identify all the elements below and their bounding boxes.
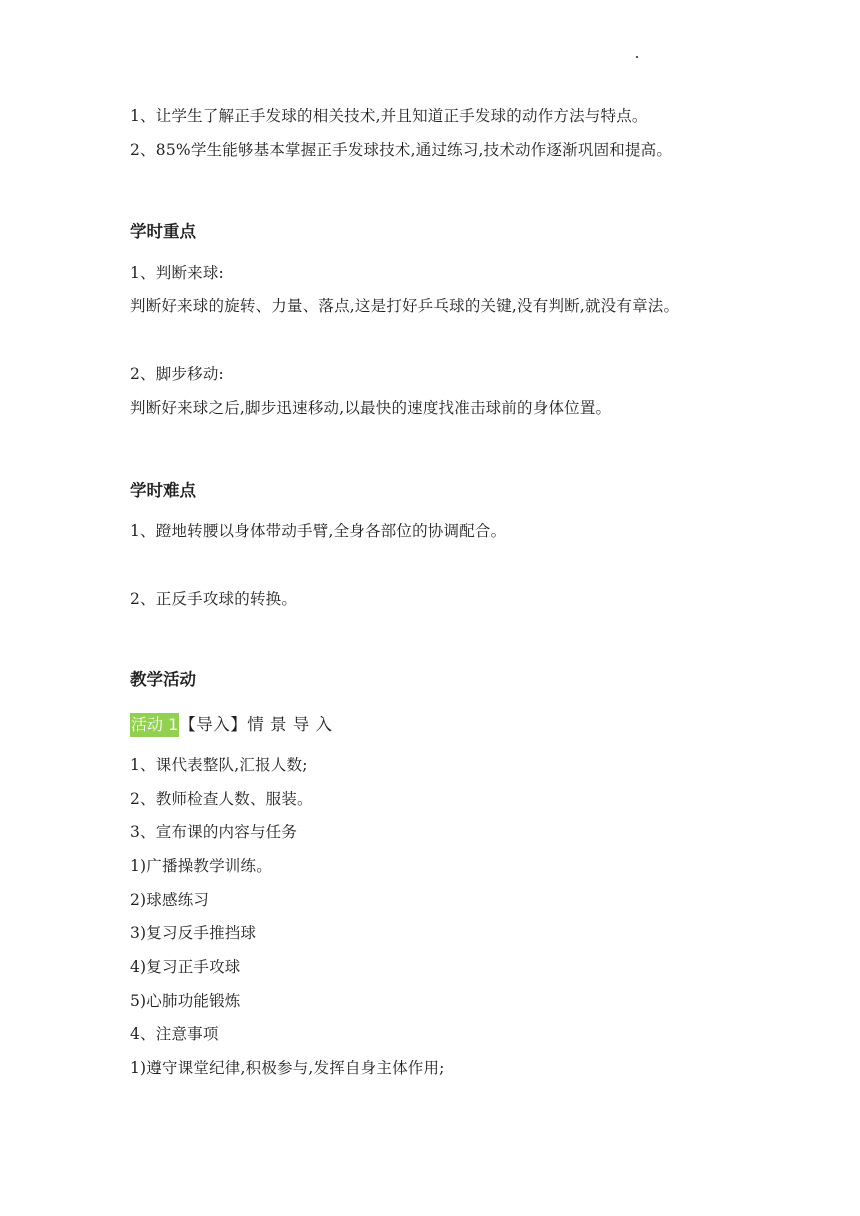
- difficulties-heading: 学时难点: [130, 481, 196, 500]
- key-point-1-title: 1、判断来球:: [130, 264, 224, 282]
- activity-line: 4、注意事项: [130, 1025, 219, 1043]
- activity-title: 【导入】情 景 导 入: [179, 715, 333, 734]
- activity-line: 1)遵守课堂纪律,积极参与,发挥自身主体作用;: [130, 1059, 445, 1077]
- objective-line-2: 2、85%学生能够基本掌握正手发球技术,通过练习,技术动作逐渐巩固和提高。: [130, 141, 673, 159]
- activity-1-header: [130, 713, 333, 737]
- difficulty-item-1: 1、蹬地转腰以身体带动手臂,全身各部位的协调配合。: [130, 522, 507, 540]
- key-point-2-title: 2、脚步移动:: [130, 365, 224, 383]
- key-points-heading: 学时重点: [130, 222, 196, 241]
- difficulty-item-2: 2、正反手攻球的转换。: [130, 590, 298, 608]
- activity-line: 1、课代表整队,汇报人数;: [130, 756, 308, 774]
- activity-line: 4)复习正手攻球: [130, 958, 241, 976]
- page-marker-dot: [636, 56, 638, 58]
- activity-line: 5)心肺功能锻炼: [130, 992, 241, 1010]
- activity-line: 3)复习反手推挡球: [130, 924, 257, 942]
- objective-line-1: 1、让学生了解正手发球的相关技术,并且知道正手发球的动作方法与特点。: [130, 107, 648, 125]
- activity-line: 2、教师检查人数、服装。: [130, 790, 313, 808]
- key-point-1-text: 判断好来球的旋转、力量、落点,这是打好乒乓球的关键,没有判断,就没有章法。: [130, 297, 680, 315]
- activity-badge: 活动 1: [130, 713, 179, 737]
- activity-line: 3、宣布课的内容与任务: [130, 823, 298, 841]
- key-point-2-text: 判断好来球之后,脚步迅速移动,以最快的速度找准击球前的身体位置。: [130, 399, 612, 417]
- activities-heading: 教学活动: [130, 670, 196, 689]
- activity-line: 1)广播操教学训练。: [130, 857, 272, 875]
- activity-line: 2)球感练习: [130, 891, 210, 909]
